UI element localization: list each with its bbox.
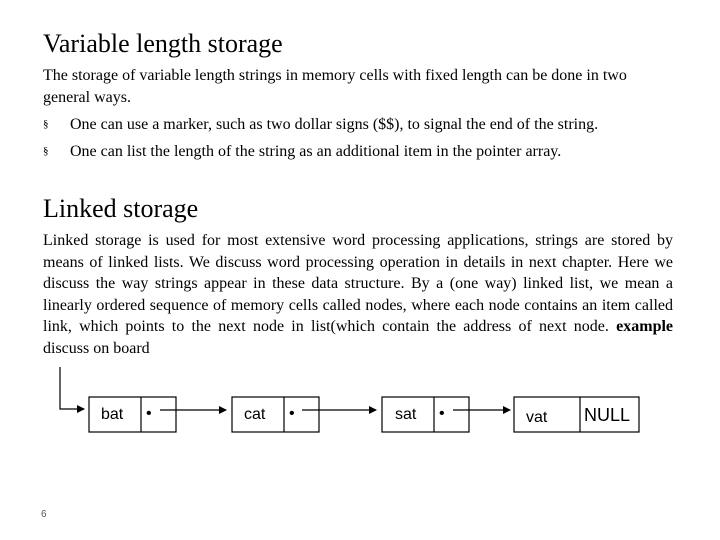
node-link: • bbox=[289, 405, 295, 422]
list-node bbox=[232, 397, 319, 432]
paragraph-tail: discuss on board bbox=[43, 339, 150, 357]
null-pointer-label: NULL bbox=[584, 405, 631, 425]
node-value: cat bbox=[244, 406, 266, 423]
node-value: sat bbox=[395, 406, 417, 423]
section-title-linked-storage: Linked storage bbox=[43, 194, 199, 223]
list-node bbox=[382, 397, 469, 432]
node-value: bat bbox=[101, 406, 124, 423]
list-node bbox=[514, 397, 639, 432]
node-value: vat bbox=[526, 409, 548, 426]
start-pointer-arrow bbox=[60, 367, 84, 409]
node-link: • bbox=[146, 405, 152, 422]
section-intro: The storage of variable length strings in memory cells with fixed length can be done in two general ways. bbox=[43, 67, 627, 106]
node-link: • bbox=[439, 405, 445, 422]
paragraph-body: Linked storage is used for most extensive word processing applications, strings are stored by means of linked lists. We discuss word processing operation in details in next chapter. Here we discuss the way strings appear in these data structure. By a (one way) linked list, we mean a linearly ordered sequence of memory cells called nodes, where each node contains an item called link, which points to the next node in list(which contain the address of next node. bbox=[43, 232, 673, 336]
bullet-text: One can use a marker, such as two dollar signs ($$), to signal the end of the string. bbox=[70, 116, 599, 133]
example-keyword: example bbox=[616, 318, 674, 336]
bullet-marker: § bbox=[43, 118, 49, 130]
bullet-marker: § bbox=[43, 145, 49, 157]
page-number: 6 bbox=[41, 509, 47, 520]
section-title-variable-length: Variable length storage bbox=[43, 29, 283, 58]
bullet-text: One can list the length of the string as an additional item in the pointer array. bbox=[70, 143, 562, 160]
list-node bbox=[89, 397, 176, 432]
